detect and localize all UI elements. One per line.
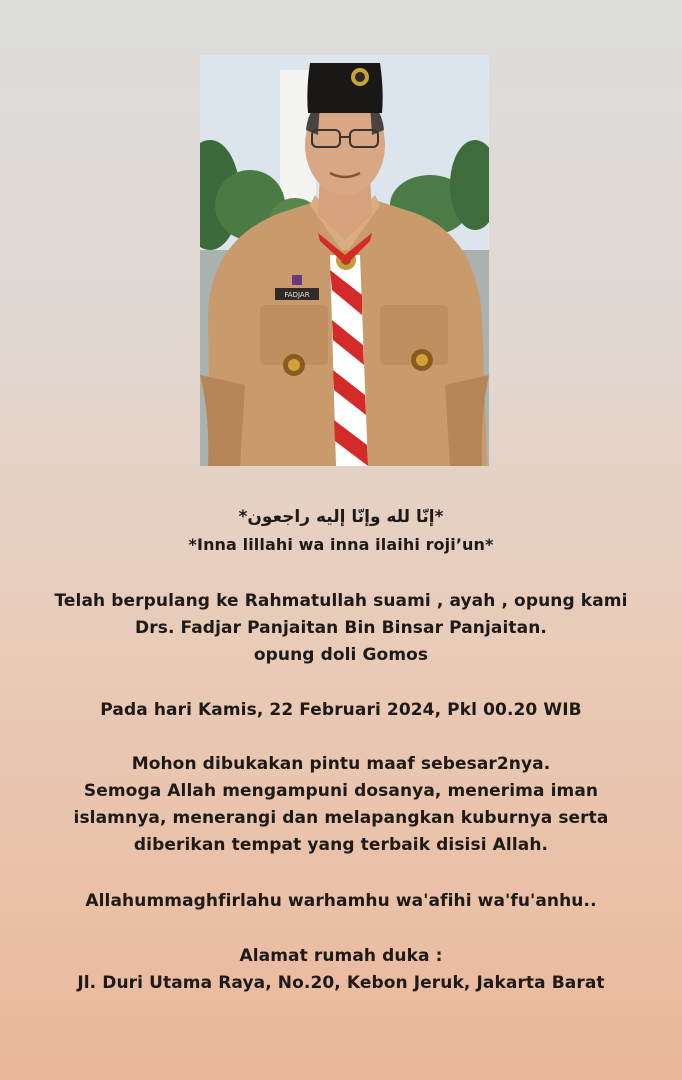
prayer-paragraph: [0, 751, 682, 859]
date-of-passing: Pada hari Kamis, 22 Februari 2024, Pkl 00.20 WIB: [100, 700, 582, 720]
funeral-home-address: [0, 943, 682, 997]
prayer-line: diberikan tempat yang terbaik disisi Allah.: [133, 835, 549, 855]
announcement: [0, 588, 682, 669]
dua-line: Allahummaghfirlahu warhamhu wa'afihi wa'fu'anhu..: [85, 891, 597, 911]
prayer-line: Semoga Allah mengampuni dosanya, menerima iman: [83, 781, 599, 801]
name-tag-text: FADJAR: [284, 291, 310, 299]
deceased-name: Drs. Fadjar Panjaitan Bin Binsar Panjaitan.: [135, 618, 547, 638]
prayer-line: islamnya, menerangi dan melapangkan kuburnya serta: [73, 808, 609, 828]
transliteration: *Inna lillahi wa inna ilaihi roji’un*: [188, 535, 494, 554]
address-label: Alamat rumah duka :: [239, 946, 443, 966]
address-text: Jl. Duri Utama Raya, No.20, Kebon Jeruk, Jakarta Barat: [77, 973, 605, 993]
portrait-photo: [200, 55, 489, 466]
arabic-prayer: *إنّا لله وإنّا إليه راجعون*: [238, 507, 444, 527]
announcement-line: Telah berpulang ke Rahmatullah suami , ayah , opung kami: [54, 591, 628, 611]
announcement-line: opung doli Gomos: [253, 645, 429, 665]
prayer-line: Mohon dibukakan pintu maaf sebesar2nya.: [131, 754, 551, 774]
